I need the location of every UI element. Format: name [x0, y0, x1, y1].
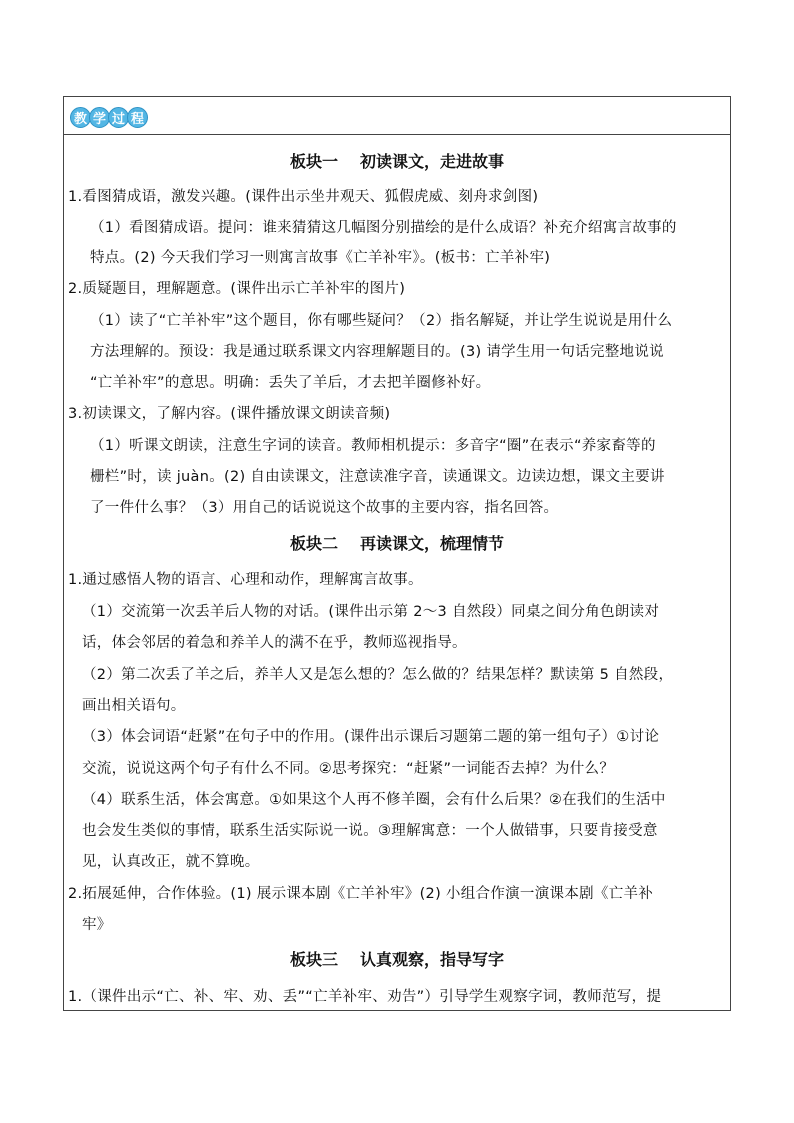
text-line: 交流，说说这两个句子有什么不同。②思考探究：“赶紧”一词能否去掉？为什么？ — [82, 761, 615, 777]
section-heading-1: 板块一 初读课文，走进故事 — [289, 152, 505, 171]
text-line: 1.看图猜成语，激发兴趣。(课件出示坐井观天、狐假虎威、刻舟求剑图) — [68, 189, 539, 205]
text-line: （1）交流第一次丢羊后人物的对话。(课件出示第 2～3 自然段）同桌之间分角色朗读对 — [82, 604, 660, 620]
text-line: 见，认真改正，就不算晚。 — [82, 854, 260, 870]
text-line: 方法理解的。预设：我是通过联系课文内容理解题目的。(3) 请学生用一句话完整地说说 — [90, 344, 664, 360]
section-heading-2: 板块二 再读课文，梳理情节 — [289, 534, 505, 553]
teaching-process-badge — [70, 104, 146, 130]
badge-char: 学 — [89, 107, 110, 128]
text-line: （3）体会词语“赶紧”在句子中的作用。(课件出示课后习题第二题的第一组句子）①讨论 — [82, 729, 660, 745]
section-heading-3: 板块三 认真观察，指导写字 — [289, 950, 505, 969]
text-line: 2.拓展延伸，合作体验。(1) 展示课本剧《亡羊补牢》(2) 小组合作演一演课本剧《亡羊补 — [68, 886, 654, 902]
text-line: （1）听课文朗读，注意生字词的读音。教师相机提示：多音字“圈”在表示“养家畜等的 — [90, 438, 656, 454]
text-line: 话，体会邻居的着急和养羊人的满不在乎，教师巡视指导。 — [82, 635, 467, 651]
text-line: 也会发生类似的事情，联系生活实际说一说。③理解寓意：一个人做错事，只要肯接受意 — [82, 823, 658, 839]
text-line: 画出相关语句。 — [82, 698, 186, 714]
text-line: （1）看图猜成语。提问：谁来猜猜这几幅图分别描绘的是什么成语？补充介绍寓言故事的 — [90, 220, 677, 236]
text-line: （4）联系生活，体会寓意。①如果这个人再不修羊圈，会有什么后果？②在我们的生活中 — [82, 792, 666, 808]
badge-char: 程 — [127, 107, 148, 128]
table-header-row — [64, 97, 730, 135]
text-line: 3.初读课文，了解内容。(课件播放课文朗读音频) — [68, 406, 391, 422]
badge-char: 教 — [70, 107, 91, 128]
text-line: 栅栏”时，读 juàn。(2) 自由读课文，注意读准字音，读通课文。边读边想，课文主要讲 — [90, 469, 665, 485]
lesson-table — [63, 96, 731, 1011]
text-line: 1.（课件出示“亡、补、牢、劝、丢”“亡羊补牢、劝告”）引导学生观察字词，教师范写，提 — [68, 989, 662, 1005]
text-line: “亡羊补牢”的意思。明确：丢失了羊后，才去把羊圈修补好。 — [90, 375, 491, 391]
text-line: （2）第二次丢了羊之后，养羊人又是怎么想的？怎么做的？结果怎样？默读第 5 自然段， — [82, 667, 674, 683]
text-line: 1.通过感悟人物的语言、心理和动作，理解寓言故事。 — [68, 572, 423, 588]
text-line: 牢》 — [82, 917, 112, 933]
text-line: 特点。(2) 今天我们学习一则寓言故事《亡羊补牢》。(板书：亡羊补牢) — [90, 250, 551, 266]
badge-char: 过 — [108, 107, 129, 128]
text-line: 了一件什么事？（3）用自己的话说说这个故事的主要内容，指名回答。 — [90, 500, 559, 516]
text-line: （1）读了“亡羊补牢”这个题目，你有哪些疑问？（2）指名解疑，并让学生说说是用什么 — [90, 313, 673, 329]
text-line: 2.质疑题目，理解题意。(课件出示亡羊补牢的图片) — [68, 281, 406, 297]
